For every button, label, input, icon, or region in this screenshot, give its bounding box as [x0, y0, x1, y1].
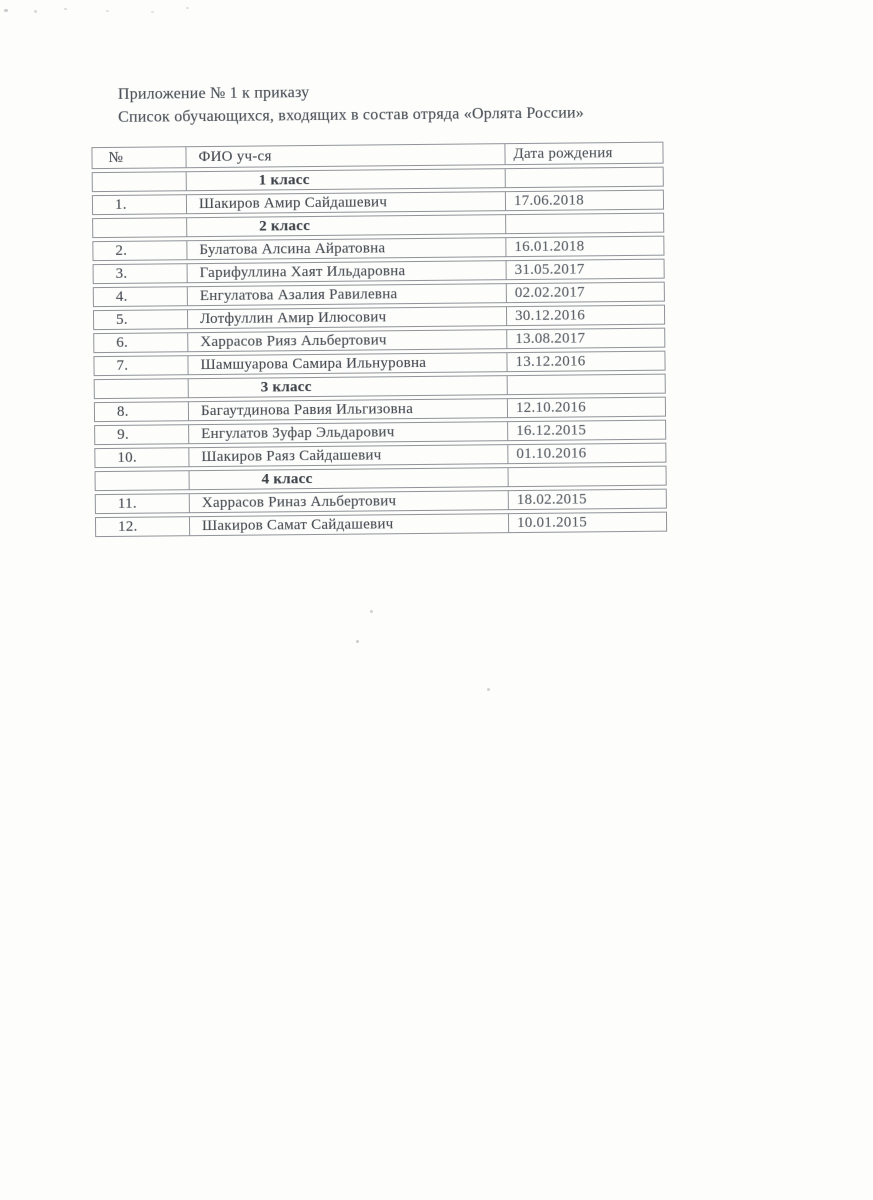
- row-number: [93, 218, 187, 237]
- table-header-row: [91, 142, 663, 169]
- birth-date: [509, 467, 664, 486]
- student-row: [92, 190, 664, 215]
- class-section-row: [94, 374, 666, 399]
- student-row: [93, 305, 665, 330]
- row-number: [96, 471, 190, 490]
- document-header: [118, 78, 584, 128]
- class-section-row: [92, 167, 664, 192]
- birth-date: 31.05.2017: [514, 260, 585, 278]
- student-name: Харрасов Риназ Альбертович: [190, 491, 509, 512]
- class-section-row: [92, 213, 664, 238]
- class-section-row: [95, 466, 667, 491]
- birth-date: [506, 168, 661, 187]
- birth-date: 12.10.2016: [515, 398, 587, 416]
- row-number: 2.: [93, 241, 187, 260]
- header-line-2: Список обучающихся, входящих в состав отряда «Орлята России»: [118, 104, 585, 126]
- student-name: Енгулатова Азалия Равилевна: [188, 284, 507, 305]
- student-name: Харрасов Рияз Альбертович: [188, 330, 507, 351]
- student-row: [93, 259, 665, 284]
- student-name: Енгулатов Зуфар Эльдарович: [189, 422, 508, 443]
- student-name: Булатова Алсина Айратовна: [187, 238, 506, 259]
- birth-date: 13.08.2017: [515, 329, 586, 347]
- birth-date: 13.12.2016: [515, 352, 586, 370]
- birth-date: 10.01.2015: [516, 513, 588, 531]
- birth-date: 16.12.2015: [516, 421, 587, 439]
- student-row: [93, 351, 665, 376]
- student-name: Лотфуллин Амир Илюсович: [188, 307, 507, 328]
- col-header-birthdate: Дата рождения: [513, 144, 613, 162]
- table-rows: [92, 167, 667, 537]
- student-name: Шакиров Раяз Сайдашевич: [189, 445, 508, 466]
- row-number: 9.: [95, 425, 189, 444]
- row-number: 5.: [94, 310, 188, 329]
- student-row: [94, 397, 666, 422]
- class-section-label: 1 класс: [187, 169, 506, 190]
- row-number: 11.: [96, 494, 190, 513]
- student-name: Шакиров Амир Сайдашевич: [187, 192, 506, 213]
- student-name: Шакиров Самат Сайдашевич: [190, 514, 509, 535]
- header-line-1: Приложение № 1 к приказу: [117, 84, 310, 103]
- row-number: 1.: [93, 195, 187, 214]
- birth-date: 02.02.2017: [514, 283, 585, 301]
- student-name: Гарифуллина Хаят Ильдаровна: [188, 261, 507, 282]
- row-number: 12.: [96, 517, 190, 536]
- row-number: [93, 172, 187, 191]
- birth-date: 01.10.2016: [516, 444, 587, 462]
- birth-date: 18.02.2015: [516, 490, 587, 508]
- row-number: 4.: [94, 287, 188, 306]
- row-number: [95, 379, 189, 398]
- col-header-number: №: [92, 147, 186, 168]
- student-row: [94, 443, 666, 468]
- class-section-label: 4 класс: [190, 468, 509, 489]
- row-number: 7.: [94, 356, 188, 375]
- students-table: [91, 142, 667, 537]
- birth-date: 30.12.2016: [514, 306, 586, 324]
- class-section-label: 3 класс: [189, 376, 508, 397]
- col-header-name: ФИО уч-ся: [186, 144, 505, 167]
- birth-date: 17.06.2018: [513, 191, 585, 209]
- class-section-label: 2 класс: [187, 215, 506, 236]
- student-row: [92, 236, 664, 261]
- student-row: [93, 282, 665, 307]
- birth-date: [508, 375, 663, 394]
- row-number: 6.: [94, 333, 188, 352]
- birth-date: [506, 214, 661, 233]
- student-row: [95, 489, 667, 514]
- student-name: Багаутдинова Равия Ильгизовна: [189, 399, 508, 420]
- row-number: 8.: [95, 402, 189, 421]
- student-row: [94, 420, 666, 445]
- student-row: [95, 512, 667, 537]
- row-number: 10.: [95, 448, 189, 467]
- student-row: [93, 328, 665, 353]
- student-name: Шамшуарова Самира Ильнуровна: [188, 353, 507, 374]
- row-number: 3.: [94, 264, 188, 283]
- birth-date: 16.01.2018: [514, 237, 585, 255]
